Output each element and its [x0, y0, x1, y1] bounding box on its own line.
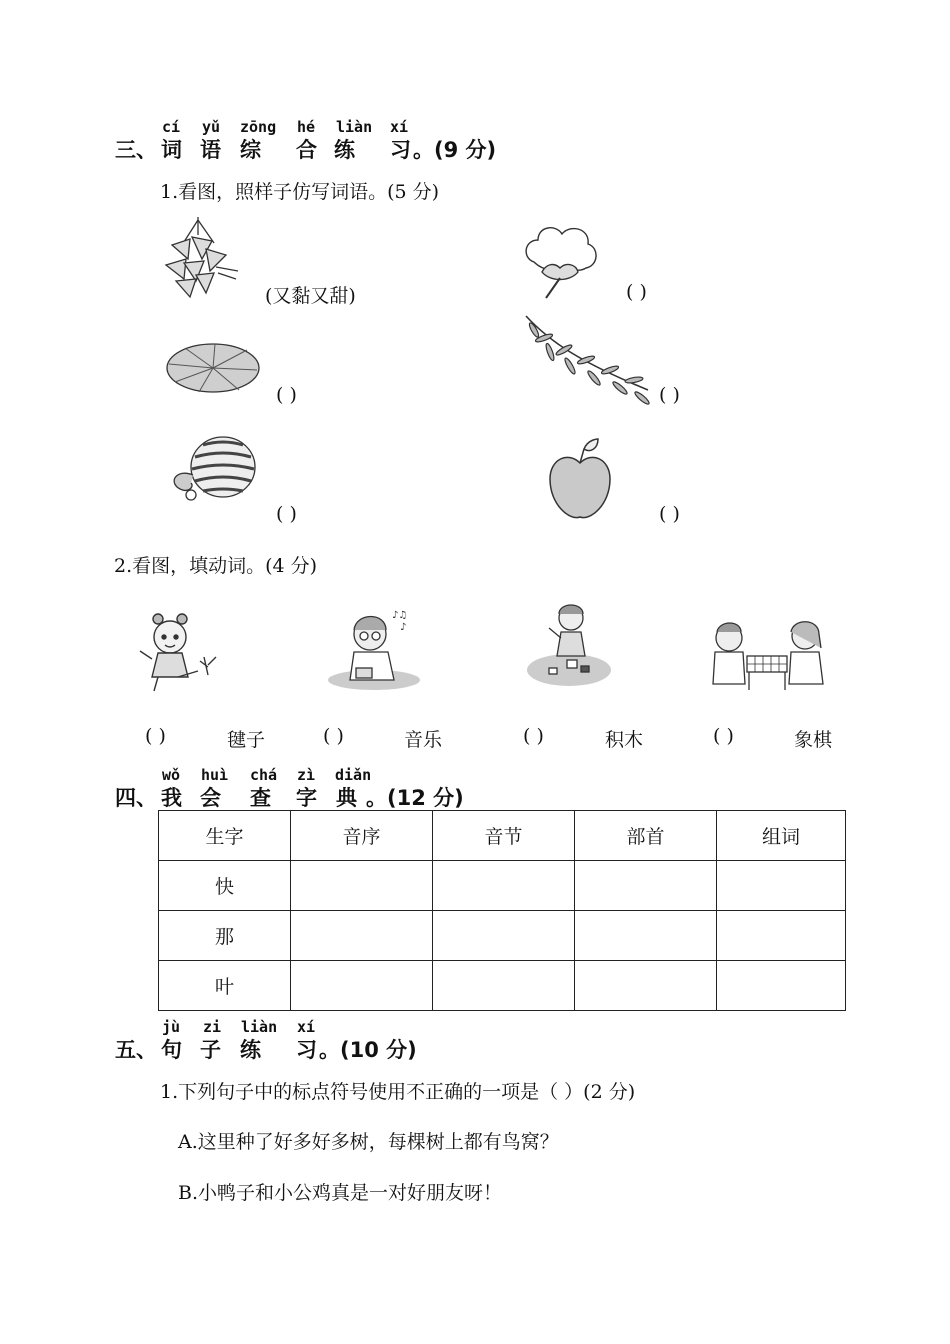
- table-cell[interactable]: [433, 911, 575, 961]
- girl-kicking-shuttlecock-icon: [138, 605, 223, 695]
- section-number: 四、: [115, 786, 157, 810]
- word-label: 音乐: [404, 729, 443, 751]
- heading-char: 综: [240, 138, 261, 162]
- pinyin: zōng: [240, 118, 277, 136]
- heading-char: 练: [240, 1038, 261, 1062]
- watermelon-icon: [165, 435, 260, 505]
- pinyin: wǒ: [162, 766, 181, 784]
- question-title: 1.下列句子中的标点符号使用不正确的一项是（ ）(2 分): [160, 1081, 636, 1103]
- word-label: 积木: [605, 729, 644, 751]
- heading-score: 。(9 分): [413, 138, 497, 162]
- pinyin: zì: [297, 766, 316, 784]
- table-cell[interactable]: [433, 861, 575, 911]
- pinyin: xí: [297, 1018, 316, 1036]
- answer-blank[interactable]: ( ): [323, 725, 344, 747]
- table-header: 部首: [575, 811, 717, 861]
- cotton-icon: [520, 222, 600, 302]
- pinyin: cí: [162, 118, 181, 136]
- table-cell: 叶: [159, 961, 291, 1011]
- kids-playing-chess-icon: [705, 618, 830, 693]
- table-cell[interactable]: [433, 961, 575, 1011]
- heading-score: 。(12 分): [366, 786, 464, 810]
- table-header: 音节: [433, 811, 575, 861]
- word-label: 毽子: [227, 729, 266, 751]
- boy-building-blocks-icon: [525, 600, 615, 688]
- pinyin: jù: [162, 1018, 181, 1036]
- svg-text:♪♫: ♪♫: [392, 610, 408, 621]
- heading-char: 习: [390, 138, 411, 162]
- example-answer: (又黏又甜): [265, 285, 356, 307]
- svg-text:♪: ♪: [400, 622, 407, 633]
- section-number: 五、: [115, 1038, 157, 1062]
- table-row: [159, 911, 846, 961]
- answer-blank[interactable]: ( ): [626, 281, 647, 303]
- pinyin: yǔ: [202, 118, 221, 136]
- table-cell[interactable]: [575, 861, 717, 911]
- heading-char: 习: [296, 1038, 317, 1062]
- answer-blank[interactable]: ( ): [523, 725, 544, 747]
- heading-char: 字: [296, 786, 317, 810]
- word-label: 象棋: [794, 729, 833, 751]
- question-title: 2.看图，填动词。(4 分): [114, 555, 318, 577]
- pinyin: chá: [250, 766, 278, 784]
- answer-blank[interactable]: ( ): [276, 384, 297, 406]
- heading-char: 子: [200, 1038, 221, 1062]
- answer-blank[interactable]: ( ): [276, 503, 297, 525]
- heading-char: 句: [161, 1038, 182, 1062]
- answer-blank[interactable]: ( ): [145, 725, 166, 747]
- heading-char: 典: [336, 786, 357, 810]
- table-header: 音序: [291, 811, 433, 861]
- heading-char: 会: [200, 786, 221, 810]
- girl-listening-music-icon: [328, 608, 423, 693]
- pinyin: xí: [390, 118, 409, 136]
- pinyin: huì: [201, 766, 229, 784]
- heading-char: 练: [334, 138, 355, 162]
- table-cell[interactable]: [575, 961, 717, 1011]
- table-header: 组词: [717, 811, 846, 861]
- heading-char: 我: [161, 786, 182, 810]
- heading-char: 合: [296, 138, 317, 162]
- table-cell[interactable]: [291, 861, 433, 911]
- pinyin: zi: [203, 1018, 222, 1036]
- option-b[interactable]: B.小鸭子和小公鸡真是一对好朋友呀！: [178, 1182, 503, 1204]
- table-cell[interactable]: [717, 861, 846, 911]
- lotus-leaf-icon: [165, 340, 265, 400]
- heading-char: 语: [200, 138, 221, 162]
- option-a[interactable]: A.这里种了好多好多树，每棵树上都有鸟窝？: [178, 1131, 559, 1153]
- table-cell: 快: [159, 861, 291, 911]
- dictionary-table: [158, 810, 846, 1011]
- heading-score: 。(10 分): [319, 1038, 417, 1062]
- table-cell[interactable]: [717, 961, 846, 1011]
- apple-icon: [548, 435, 618, 525]
- answer-blank[interactable]: ( ): [713, 725, 734, 747]
- table-cell: 那: [159, 911, 291, 961]
- answer-blank[interactable]: ( ): [659, 503, 680, 525]
- pinyin: hé: [297, 118, 316, 136]
- zongzi-icon: [162, 215, 242, 300]
- heading-char: 查: [250, 786, 271, 810]
- table-cell[interactable]: [575, 911, 717, 961]
- table-row: [159, 961, 846, 1011]
- table-header: 生字: [159, 811, 291, 861]
- pinyin: liàn: [336, 118, 373, 136]
- table-cell[interactable]: [291, 961, 433, 1011]
- answer-blank[interactable]: ( ): [659, 384, 680, 406]
- table-cell[interactable]: [717, 911, 846, 961]
- table-header-row: [159, 811, 846, 861]
- question-title: 1.看图，照样子仿写词语。(5 分): [160, 181, 440, 203]
- pinyin: diǎn: [335, 766, 372, 784]
- heading-char: 词: [161, 138, 182, 162]
- willow-branch-icon: [520, 312, 655, 407]
- pinyin: liàn: [241, 1018, 278, 1036]
- section-number: 三、: [115, 138, 157, 162]
- table-row: [159, 861, 846, 911]
- table-cell[interactable]: [291, 911, 433, 961]
